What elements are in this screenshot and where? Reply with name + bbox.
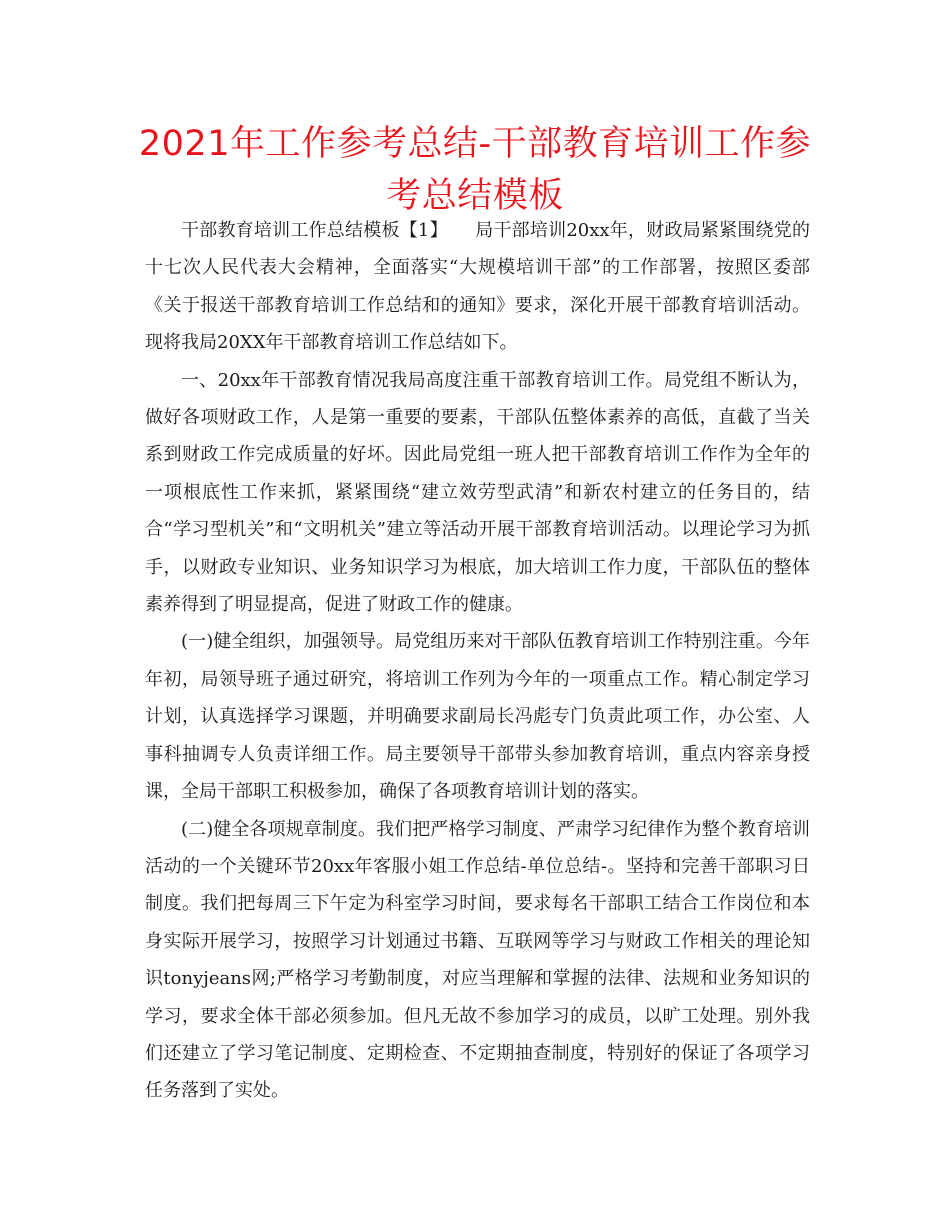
paragraph-section-one: 一、20xx年干部教育情况我局高度注重干部教育培训工作。局党组不断认为，做好各项财政工作，人是第一重要的要素，干部队伍整体素养的高低，直截了当关系到财政工作完成质量的好坏。因此局党组一班人把干部教育培训工作作为全年的一项根底性工作来抓，紧紧围绕“建立效劳型武清”和新农村建立的任务目的，结合“学习型机关”和“文明机关”建立等活动开展干部教育培训活动。以理论学习为抓手，以财政专业知识、业务知识学习为根底，加大培训工作力度，干部队伍的整体素养得到了明显提高，促进了财政工作的健康。	[145, 369, 810, 616]
document-body	[145, 212, 810, 1110]
paragraph-subsection-two: (二)健全各项规章制度。我们把严格学习制度、严肃学习纪律作为整个教育培训活动的一个关键环节20xx年客服小姐工作总结-单位总结-。坚持和完善干部职习日制度。我们把每周三下午定为科室学习时间，要求每名干部职工结合工作岗位和本身实际开展学习，按照学习计划通过书籍、互联网等学习与财政工作相关的理论知识tonyjeans网;严格学习考勤制度，对应当理解和掌握的法律、法规和业务知识的学习，要求全体干部必须参加。但凡无故不参加学习的成员，以旷工处理。别外我们还建立了学习笔记制度、定期检查、不定期抽查制度，特别好的保证了各项学习任务落到了实处。	[145, 818, 810, 1102]
document-title: 2021年工作参考总结-干部教育培训工作参考总结模板	[138, 124, 812, 216]
paragraph-subsection-one: (一)健全组织，加强领导。局党组历来对干部队伍教育培训工作特别注重。今年年初，局领导班子通过研究，将培训工作列为今年的一项重点工作。精心制定学习计划，认真选择学习课题，并明确要求副局长冯彪专门负责此项工作，办公室、人事科抽调专人负责详细工作。局主要领导干部带头参加教育培训，重点内容亲身授课，全局干部职工积极参加，确保了各项教育培训计划的落实。	[145, 631, 810, 803]
paragraph-intro: 干部教育培训工作总结模板【1】 局干部培训20xx年，财政局紧紧围绕党的十七次人民代表大会精神，全面落实“大规模培训干部”的工作部署，按照区委部《关于报送干部教育培训工作总结和的通知》要求，深化开展干部教育培训活动。现将我局20XX年干部教育培训工作总结如下。	[145, 220, 810, 354]
